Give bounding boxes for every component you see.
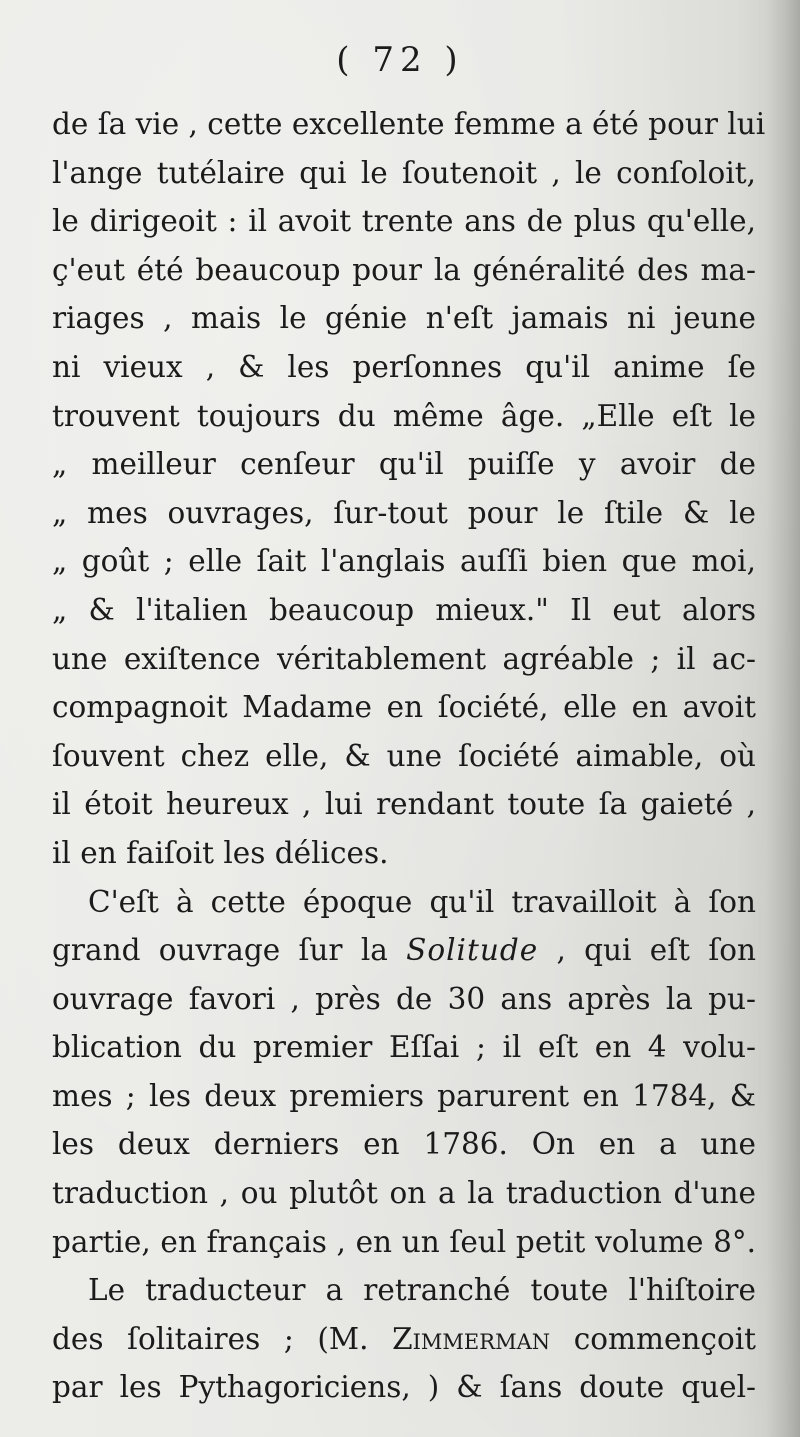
- paragraph-2-line-7: traduction , ou plutôt on a la traduction d'une: [52, 1176, 756, 1211]
- text-line-2: l'ange tutélaire qui le ſoutenoit , le conſoloit,: [52, 155, 756, 190]
- paragraph-2-line-4: blication du premier Eſſai ; il eſt en 4 volu-: [52, 1030, 756, 1065]
- page-number: ( 72 ): [336, 40, 464, 80]
- line-text-before: grand ouvrage ſur la: [52, 933, 407, 968]
- paragraph-2-line-6: les deux derniers en 1786. On en a une: [52, 1127, 756, 1162]
- italic-title-solitude: Solitude: [406, 933, 539, 968]
- line-text-after: , qui eſt ſon: [538, 933, 756, 968]
- text-line-14: ſouvent chez elle, & une ſociété aimable, où: [52, 738, 756, 773]
- line-text-before: des ſolitaires ; (M.: [52, 1321, 393, 1356]
- paragraph-2-line-2: [52, 926, 756, 975]
- paragraph-2-line-8: partie, en français , en un ſeul petit volume 8°.: [52, 1224, 756, 1259]
- text-line-4: ç'eut été beaucoup pour la généralité des ma-: [52, 252, 756, 287]
- text-line-9: „ mes ouvrages, ſur-tout pour le ſtile & le: [52, 495, 756, 530]
- text-line-11: „ & l'italien beaucoup mieux." Il eut alors: [52, 592, 756, 627]
- paragraph-2-line-5: mes ; les deux premiers parurent en 1784, &: [52, 1078, 756, 1113]
- text-line-1: de ſa vie , cette excellente femme a été pour lui: [52, 107, 766, 141]
- text-line-12: une exiſtence véritablement agréable ; il ac-: [52, 641, 756, 676]
- body-text: [52, 100, 766, 1412]
- author-name-zimmerman: Zimmerman: [392, 1321, 551, 1356]
- text-line-3: le dirigeoit : il avoit trente ans de plus qu'elle,: [52, 204, 756, 239]
- text-line-15: il étoit heureux , lui rendant toute ſa gaieté ,: [52, 787, 756, 822]
- paragraph-3-line-1: Le traducteur a retranché toute l'hiſtoire: [88, 1273, 756, 1308]
- text-line-16: il en faiſoit les délices.: [52, 835, 389, 870]
- page-edge-shadow: [766, 0, 800, 1437]
- text-line-10: „ goût ; elle ſait l'anglais auſſi bien que moi,: [52, 544, 756, 579]
- text-line-13: compagnoit Madame en ſociété, elle en avoit: [52, 690, 756, 725]
- text-line-6: ni vieux , & les perſonnes qu'il anime ſe: [52, 349, 756, 384]
- paragraph-3-line-3: par les Pythagoriciens, ) & ſans doute quel-: [52, 1370, 756, 1405]
- paragraph-2-line-1: C'eſt à cette époque qu'il travailloit à ſon: [88, 884, 756, 919]
- paragraph-3-line-2: [52, 1315, 756, 1364]
- text-line-5: riages , mais le génie n'eſt jamais ni jeune: [52, 301, 756, 336]
- line-text-after: commençoit: [550, 1321, 756, 1356]
- paragraph-2-line-3: ouvrage favori , près de 30 ans après la pu-: [52, 981, 756, 1016]
- text-line-7: trouvent toujours du même âge. „Elle eſt le: [52, 398, 756, 433]
- text-line-8: „ meilleur cenſeur qu'il puiſſe y avoir de: [52, 447, 756, 482]
